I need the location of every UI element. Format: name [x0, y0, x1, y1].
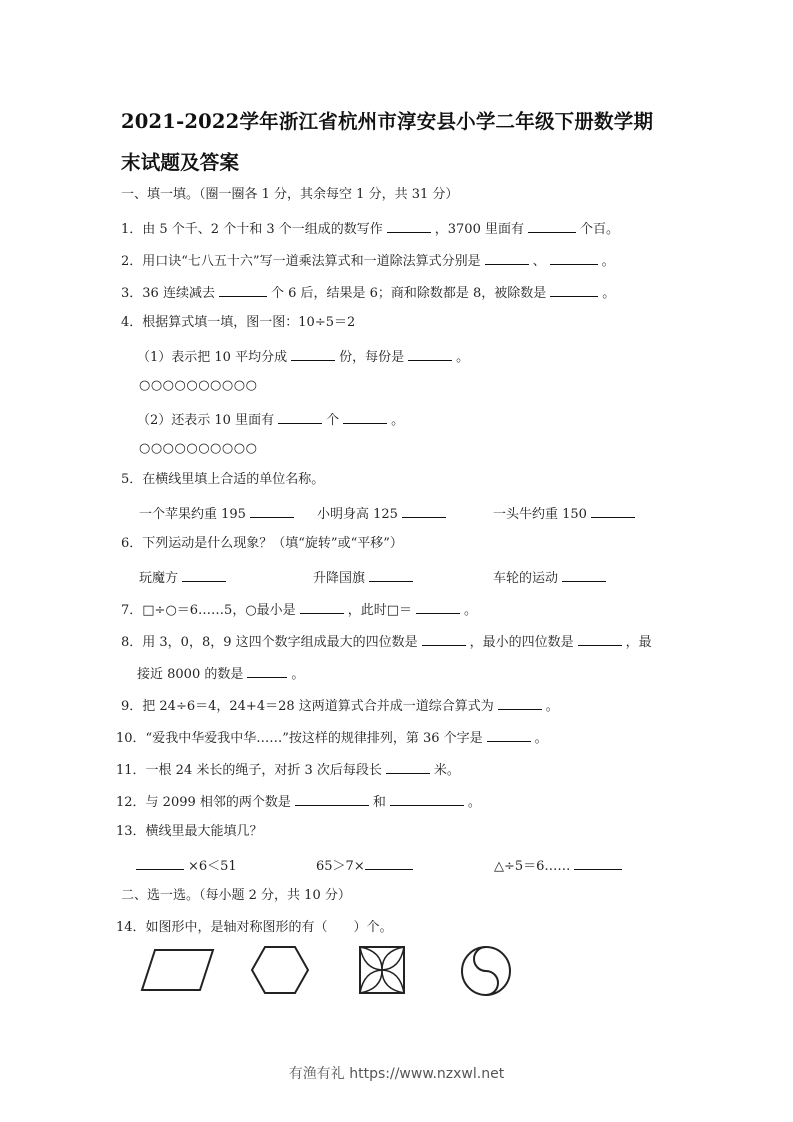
question-10: [116, 728, 548, 747]
answer-blank[interactable]: [300, 600, 344, 614]
q5-item-1-label: 一个苹果约重 195: [139, 507, 246, 522]
q8-text-a: 8．用 3，0，8，9 这四个数字组成最大的四位数是: [121, 635, 418, 650]
q5-item-2: [317, 504, 450, 523]
question-8: [121, 632, 652, 651]
parallelogram-figure: [140, 946, 220, 994]
q7-text-a: 7．□÷○＝6……5，○最小是: [121, 603, 296, 618]
q3-text-b: 个 6 后，结果是 6；商和除数都是 8，被除数是: [270, 286, 547, 301]
q5-item-3: [493, 504, 639, 523]
q3-text-a: 3．36 连续减去: [121, 286, 215, 301]
taiji-circle-figure: [459, 944, 513, 998]
answer-blank[interactable]: [550, 251, 598, 265]
answer-blank[interactable]: [550, 283, 598, 297]
question-1: [121, 219, 619, 238]
q6-item-1: [139, 568, 230, 587]
section-2-heading: 二、选一选。（每小题 2 分，共 10 分）: [121, 888, 351, 903]
q1-text-b: ，3700 里面有: [434, 222, 524, 237]
answer-blank[interactable]: [387, 219, 431, 233]
q11-text-a: 11．一根 24 米长的绳子，对折 3 次后每段长: [116, 763, 382, 778]
q9-text-a: 9．把 24÷6＝4，24+4＝28 这两道算式合并成一道综合算式为: [121, 699, 494, 714]
answer-blank[interactable]: [422, 632, 466, 646]
question-14-stem: 14．如图形中，是轴对称图形的有（ ）个。: [116, 920, 393, 935]
q13-item-1: [136, 856, 237, 875]
question-4-part-1: [137, 347, 469, 366]
question-11: [116, 760, 460, 779]
question-5-stem: 5．在横线里填上合适的单位名称。: [121, 472, 325, 487]
q9-text-b: 。: [545, 699, 559, 714]
circle-row-1[interactable]: ○○○○○○○○○○: [139, 378, 258, 393]
q5-item-3-label: 一头牛约重 150: [493, 507, 587, 522]
q2-text-a: 2．用口诀“七八五十六”写一道乘法算式和一道除法算式分别是: [121, 254, 481, 269]
q13-item-3: [494, 856, 626, 875]
q7-text-c: 。: [463, 603, 477, 618]
q4-p1-text-c: 。: [456, 350, 470, 365]
answer-blank[interactable]: [247, 664, 287, 678]
q10-text-b: 。: [534, 731, 548, 746]
title-line-2: 末试题及答案: [121, 151, 240, 174]
answer-blank[interactable]: [386, 760, 430, 774]
question-9: [121, 696, 559, 715]
q13-item-2: [316, 856, 417, 875]
q8-text-e: 。: [291, 667, 305, 682]
section-1-heading: 一、填一填。（圈一圈各 1 分，其余每空 1 分，共 31 分）: [121, 187, 459, 202]
answer-blank[interactable]: [485, 251, 529, 265]
question-13-stem: 13．横线里最大能填几？: [116, 824, 263, 839]
q13-item-1-label: ×6＜51: [188, 859, 237, 874]
question-4-stem: 4．根据算式填一填，图一图：10÷5＝2: [121, 315, 356, 330]
answer-blank[interactable]: [182, 568, 226, 582]
q6-item-3: [493, 568, 610, 587]
q5-item-1: [139, 504, 298, 523]
question-4-part-2: [137, 410, 404, 429]
answer-blank[interactable]: [578, 632, 622, 646]
q6-item-2: [313, 568, 417, 587]
q4-p2-text-a: （2）还表示 10 里面有: [137, 413, 275, 428]
question-8-cont: [137, 664, 304, 683]
answer-blank[interactable]: [278, 410, 322, 424]
answer-blank[interactable]: [369, 568, 413, 582]
q5-item-2-label: 小明身高 125: [317, 507, 398, 522]
answer-blank[interactable]: [291, 347, 335, 361]
answer-blank[interactable]: [487, 728, 531, 742]
q1-text-c: 个百。: [579, 222, 619, 237]
q13-item-3-label: △÷5＝6……: [494, 859, 571, 874]
q12-text-a: 12．与 2099 相邻的两个数是: [116, 795, 291, 810]
question-7: [121, 600, 477, 619]
answer-blank[interactable]: [408, 347, 452, 361]
q8-text-c: ，最: [625, 635, 652, 650]
q4-p2-text-b: 个: [326, 413, 340, 428]
answer-blank[interactable]: [562, 568, 606, 582]
watermark-footer: 有渔有礼 https://www.nzxwl.net: [288, 1066, 505, 1082]
q12-text-c: 。: [467, 795, 481, 810]
q12-text-b: 和: [372, 795, 386, 810]
question-2: [121, 251, 615, 270]
q3-text-c: 。: [602, 286, 616, 301]
q6-item-1-label: 玩魔方: [139, 571, 179, 586]
answer-blank[interactable]: [136, 856, 184, 870]
answer-blank[interactable]: [390, 792, 464, 806]
question-12: [116, 792, 481, 811]
question-3: [121, 283, 615, 302]
answer-blank[interactable]: [402, 504, 446, 518]
answer-blank[interactable]: [416, 600, 460, 614]
q11-text-b: 米。: [433, 763, 460, 778]
q8-text-d: 接近 8000 的数是: [137, 667, 244, 682]
q7-text-b: ，此时□＝: [347, 603, 412, 618]
answer-blank[interactable]: [365, 856, 413, 870]
answer-blank[interactable]: [574, 856, 622, 870]
answer-blank[interactable]: [250, 504, 294, 518]
answer-blank[interactable]: [343, 410, 387, 424]
title-line-1: 2021-2022学年浙江省杭州市淳安县小学二年级下册数学期: [121, 110, 654, 133]
question-6-stem: 6．下列运动是什么现象？（填“旋转”或“平移”）: [121, 536, 403, 551]
q13-item-2-label: 65＞7×: [316, 859, 365, 874]
answer-blank[interactable]: [591, 504, 635, 518]
answer-blank[interactable]: [219, 283, 267, 297]
square-petal-figure: [358, 945, 406, 995]
answer-blank[interactable]: [528, 219, 576, 233]
q4-p1-text-b: 份，每份是: [339, 350, 405, 365]
circle-row-2[interactable]: ○○○○○○○○○○: [139, 441, 258, 456]
answer-blank[interactable]: [498, 696, 542, 710]
q2-text-c: 。: [601, 254, 615, 269]
q6-item-2-label: 升降国旗: [313, 571, 366, 586]
q6-item-3-label: 车轮的运动: [493, 571, 559, 586]
q10-text-a: 10．“爱我中华爱我中华……”按这样的规律排列，第 36 个字是: [116, 731, 483, 746]
q4-p2-text-c: 。: [391, 413, 405, 428]
q1-text-a: 1．由 5 个千、2 个十和 3 个一组成的数写作: [121, 222, 383, 237]
answer-blank[interactable]: [295, 792, 369, 806]
q8-text-b: ，最小的四位数是: [469, 635, 574, 650]
hexagon-figure: [250, 944, 310, 996]
q4-p1-text-a: （1）表示把 10 平均分成: [137, 350, 288, 365]
q2-text-b: 、: [532, 254, 546, 269]
